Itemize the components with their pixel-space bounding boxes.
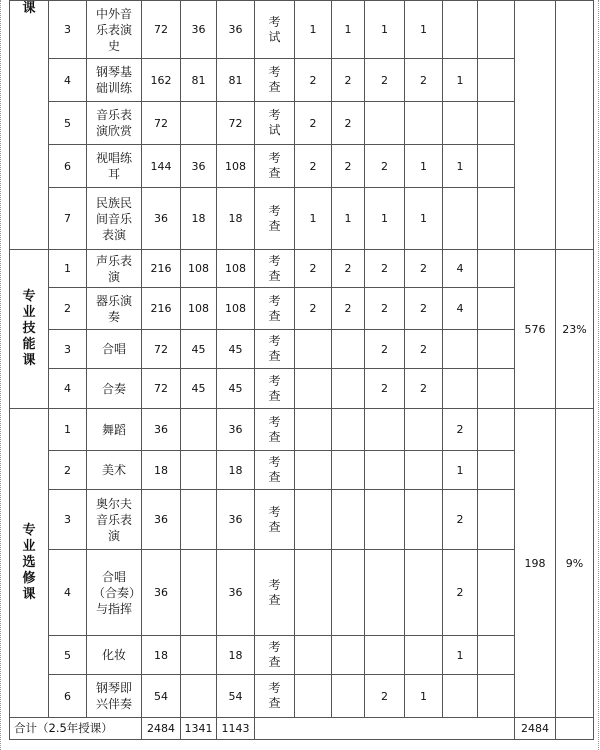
semester-4-cell: 2	[405, 369, 443, 409]
total-hours-cell: 36	[142, 490, 181, 550]
practice-hours-cell: 108	[217, 288, 255, 330]
total-practice-cell: 1143	[217, 718, 255, 740]
exam-type-cell: 考查	[255, 250, 295, 288]
semester-4-cell: 2	[405, 330, 443, 369]
table-row	[10, 409, 594, 451]
practice-hours-cell: 72	[217, 102, 255, 145]
row-number: 5	[49, 102, 87, 145]
theory-hours-cell	[181, 490, 217, 550]
empty-cell	[478, 550, 515, 636]
row-number: 2	[49, 451, 87, 490]
total-hours-cell: 2484	[142, 718, 181, 740]
table-row	[10, 188, 594, 250]
row-number: 6	[49, 145, 87, 188]
row-number: 1	[49, 250, 87, 288]
empty-cell	[556, 718, 594, 740]
course-name: 奥尔夫音乐表演	[87, 490, 142, 550]
semester-5-cell: 4	[443, 250, 478, 288]
semester-5-cell: 1	[443, 451, 478, 490]
course-name: 视唱练耳	[87, 145, 142, 188]
empty-cell	[478, 369, 515, 409]
semester-4-cell: 1	[405, 188, 443, 250]
semester-2-cell: 2	[332, 250, 365, 288]
exam-type-cell: 考查	[255, 490, 295, 550]
total-hours-cell: 36	[142, 188, 181, 250]
semester-5-cell: 4	[443, 288, 478, 330]
semester-3-cell	[365, 550, 405, 636]
course-name: 中外音乐表演史	[87, 1, 142, 59]
course-name: 钢琴基础训练	[87, 59, 142, 102]
row-number: 1	[49, 409, 87, 451]
grand-total-cell: 2484	[515, 718, 556, 740]
semester-4-cell	[405, 636, 443, 675]
theory-hours-cell: 18	[181, 188, 217, 250]
practice-hours-cell: 18	[217, 636, 255, 675]
semester-1-cell	[295, 451, 332, 490]
exam-type-cell: 考查	[255, 59, 295, 102]
theory-hours-cell: 36	[181, 1, 217, 59]
semester-5-cell	[443, 369, 478, 409]
practice-hours-cell: 18	[217, 188, 255, 250]
theory-hours-cell: 45	[181, 369, 217, 409]
table-row	[10, 250, 594, 288]
exam-type-cell: 考查	[255, 188, 295, 250]
semester-5-cell: 2	[443, 550, 478, 636]
semester-5-cell	[443, 330, 478, 369]
semester-4-cell: 1	[405, 675, 443, 718]
table-row	[10, 59, 594, 102]
course-name: 化妆	[87, 636, 142, 675]
semester-2-cell: 2	[332, 102, 365, 145]
course-name: 民族民间音乐表演	[87, 188, 142, 250]
semester-5-cell: 2	[443, 490, 478, 550]
semester-1-cell	[295, 330, 332, 369]
theory-hours-cell: 108	[181, 288, 217, 330]
table-row	[10, 675, 594, 718]
semester-2-cell	[332, 451, 365, 490]
practice-hours-cell: 108	[217, 250, 255, 288]
semester-3-cell	[365, 490, 405, 550]
semester-3-cell: 2	[365, 59, 405, 102]
table-row	[10, 102, 594, 145]
semester-3-cell: 2	[365, 288, 405, 330]
total-hours-cell: 216	[142, 288, 181, 330]
semester-5-cell	[443, 675, 478, 718]
total-hours-cell: 72	[142, 330, 181, 369]
theory-hours-cell: 108	[181, 250, 217, 288]
semester-1-cell: 2	[295, 59, 332, 102]
total-hours-cell: 18	[142, 636, 181, 675]
table-row	[10, 1, 594, 59]
semester-3-cell	[365, 636, 405, 675]
semester-1-cell	[295, 675, 332, 718]
page-edge-left	[0, 0, 2, 750]
total-hours-cell: 162	[142, 59, 181, 102]
empty-cell	[478, 102, 515, 145]
semester-2-cell	[332, 330, 365, 369]
theory-hours-cell: 81	[181, 59, 217, 102]
section-percent-cell: 23%	[556, 250, 594, 409]
category-cell: 专业技能课	[10, 250, 49, 409]
semester-4-cell	[405, 409, 443, 451]
semester-3-cell: 2	[365, 369, 405, 409]
semester-2-cell: 1	[332, 1, 365, 59]
theory-hours-cell: 36	[181, 145, 217, 188]
empty-cell	[478, 636, 515, 675]
semester-4-cell: 1	[405, 145, 443, 188]
row-number: 5	[49, 636, 87, 675]
semester-2-cell	[332, 490, 365, 550]
practice-hours-cell: 36	[217, 490, 255, 550]
semester-2-cell	[332, 636, 365, 675]
total-hours-cell: 216	[142, 250, 181, 288]
semester-3-cell: 1	[365, 188, 405, 250]
semester-3-cell	[365, 102, 405, 145]
semester-4-cell: 1	[405, 1, 443, 59]
exam-type-cell: 考查	[255, 550, 295, 636]
semester-4-cell	[405, 490, 443, 550]
exam-type-cell: 考试	[255, 102, 295, 145]
theory-hours-cell: 45	[181, 330, 217, 369]
course-name: 器乐演奏	[87, 288, 142, 330]
total-label: 合计（2.5年授课）	[10, 718, 142, 740]
total-hours-cell: 72	[142, 1, 181, 59]
theory-hours-cell	[181, 636, 217, 675]
semester-5-cell: 1	[443, 145, 478, 188]
semester-4-cell	[405, 451, 443, 490]
semester-2-cell: 2	[332, 288, 365, 330]
semester-1-cell	[295, 409, 332, 451]
table-row	[10, 145, 594, 188]
table-row	[10, 490, 594, 550]
exam-type-cell: 考查	[255, 409, 295, 451]
empty-cell	[478, 1, 515, 59]
semester-4-cell	[405, 102, 443, 145]
practice-hours-cell: 36	[217, 409, 255, 451]
empty-cell	[478, 330, 515, 369]
total-theory-cell: 1341	[181, 718, 217, 740]
table-row	[10, 451, 594, 490]
total-hours-cell: 54	[142, 675, 181, 718]
semester-5-cell	[443, 1, 478, 59]
semester-2-cell	[332, 550, 365, 636]
semester-1-cell	[295, 369, 332, 409]
section-percent-cell: 9%	[556, 409, 594, 718]
empty-cell	[478, 409, 515, 451]
total-hours-cell: 72	[142, 102, 181, 145]
row-number: 7	[49, 188, 87, 250]
practice-hours-cell: 36	[217, 550, 255, 636]
table-row	[10, 330, 594, 369]
exam-type-cell: 考查	[255, 675, 295, 718]
table-row	[10, 550, 594, 636]
semester-1-cell: 2	[295, 102, 332, 145]
empty-cell	[478, 59, 515, 102]
semester-2-cell: 2	[332, 59, 365, 102]
semester-4-cell	[405, 550, 443, 636]
semester-3-cell: 2	[365, 145, 405, 188]
semester-3-cell: 2	[365, 330, 405, 369]
practice-hours-cell: 54	[217, 675, 255, 718]
exam-type-cell: 考查	[255, 330, 295, 369]
semester-2-cell	[332, 369, 365, 409]
practice-hours-cell: 45	[217, 369, 255, 409]
exam-type-cell: 考查	[255, 145, 295, 188]
section-total-cell: 576	[515, 250, 556, 409]
empty-cell	[478, 145, 515, 188]
exam-type-cell: 考查	[255, 451, 295, 490]
semester-2-cell	[332, 675, 365, 718]
total-hours-cell: 18	[142, 451, 181, 490]
semester-5-cell: 2	[443, 409, 478, 451]
semester-1-cell	[295, 490, 332, 550]
course-name: 钢琴即兴伴奏	[87, 675, 142, 718]
table-row	[10, 369, 594, 409]
semester-1-cell: 1	[295, 1, 332, 59]
course-name: 音乐表演欣赏	[87, 102, 142, 145]
row-number: 4	[49, 369, 87, 409]
semester-2-cell: 1	[332, 188, 365, 250]
practice-hours-cell: 45	[217, 330, 255, 369]
exam-type-cell: 考查	[255, 369, 295, 409]
semester-5-cell	[443, 102, 478, 145]
empty-cell	[255, 718, 515, 740]
total-hours-cell: 36	[142, 550, 181, 636]
empty-cell	[478, 250, 515, 288]
semester-3-cell: 1	[365, 1, 405, 59]
curriculum-table	[9, 0, 594, 740]
semester-1-cell: 1	[295, 188, 332, 250]
course-name: 声乐表演	[87, 250, 142, 288]
section-percent-cell	[556, 1, 594, 250]
semester-2-cell: 2	[332, 145, 365, 188]
semester-1-cell	[295, 636, 332, 675]
course-name: 舞蹈	[87, 409, 142, 451]
exam-type-cell: 考试	[255, 1, 295, 59]
semester-4-cell: 2	[405, 59, 443, 102]
practice-hours-cell: 108	[217, 145, 255, 188]
exam-type-cell: 考查	[255, 288, 295, 330]
theory-hours-cell	[181, 550, 217, 636]
category-cell: 专业选修课	[10, 409, 49, 718]
row-number: 4	[49, 550, 87, 636]
practice-hours-cell: 81	[217, 59, 255, 102]
semester-4-cell: 2	[405, 288, 443, 330]
semester-4-cell: 2	[405, 250, 443, 288]
table-row	[10, 288, 594, 330]
semester-1-cell: 2	[295, 288, 332, 330]
total-hours-cell: 72	[142, 369, 181, 409]
course-name: 合唱（合奏）与指挥	[87, 550, 142, 636]
section-total-cell: 198	[515, 409, 556, 718]
semester-3-cell	[365, 409, 405, 451]
semester-3-cell: 2	[365, 675, 405, 718]
exam-type-cell: 考查	[255, 636, 295, 675]
row-number: 2	[49, 288, 87, 330]
practice-hours-cell: 18	[217, 451, 255, 490]
semester-1-cell: 2	[295, 250, 332, 288]
row-number: 3	[49, 1, 87, 59]
course-name: 合唱	[87, 330, 142, 369]
total-hours-cell: 144	[142, 145, 181, 188]
total-row	[10, 718, 594, 740]
section-total-cell	[515, 1, 556, 250]
course-name: 合奏	[87, 369, 142, 409]
semester-5-cell: 1	[443, 636, 478, 675]
row-number: 6	[49, 675, 87, 718]
row-number: 3	[49, 330, 87, 369]
semester-5-cell	[443, 188, 478, 250]
course-name: 美术	[87, 451, 142, 490]
empty-cell	[478, 451, 515, 490]
empty-cell	[478, 490, 515, 550]
theory-hours-cell	[181, 102, 217, 145]
empty-cell	[478, 288, 515, 330]
theory-hours-cell	[181, 409, 217, 451]
semester-2-cell	[332, 409, 365, 451]
table-row	[10, 636, 594, 675]
semester-5-cell: 1	[443, 59, 478, 102]
practice-hours-cell: 36	[217, 1, 255, 59]
theory-hours-cell	[181, 451, 217, 490]
theory-hours-cell	[181, 675, 217, 718]
semester-3-cell: 2	[365, 250, 405, 288]
empty-cell	[478, 675, 515, 718]
row-number: 3	[49, 490, 87, 550]
total-hours-cell: 36	[142, 409, 181, 451]
category-cell: 课	[10, 1, 49, 250]
row-number: 4	[49, 59, 87, 102]
semester-3-cell	[365, 451, 405, 490]
semester-1-cell: 2	[295, 145, 332, 188]
semester-1-cell	[295, 550, 332, 636]
empty-cell	[478, 188, 515, 250]
